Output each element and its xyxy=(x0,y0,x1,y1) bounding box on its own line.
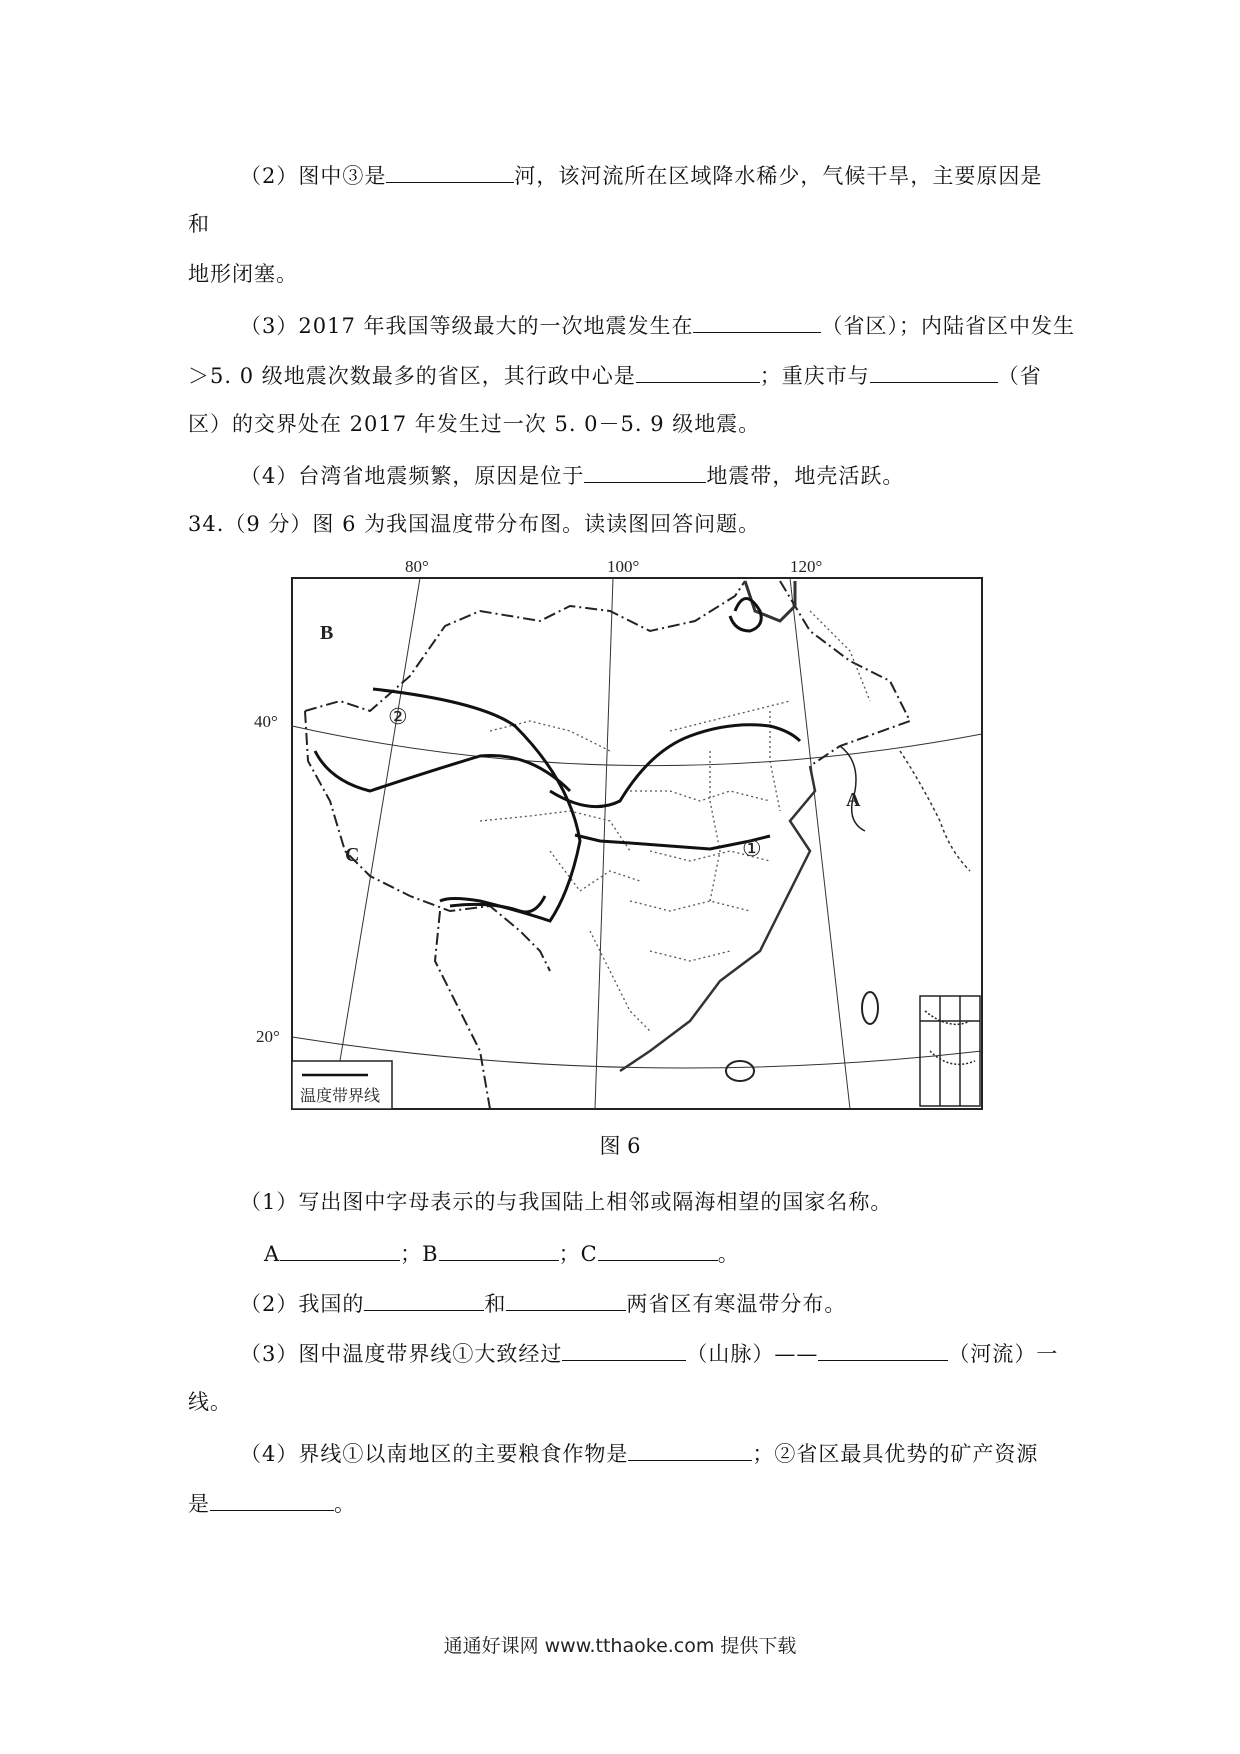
q33-p2-text-d: 地形闭塞。 xyxy=(188,262,298,286)
q34-p1-text: （1）写出图中字母表示的与我国陆上相邻或隔海相望的国家名称。 xyxy=(240,1190,893,1214)
answer-blank[interactable] xyxy=(693,310,821,333)
answer-blank[interactable] xyxy=(636,360,760,383)
answer-blank[interactable] xyxy=(818,1338,948,1361)
q34-p3-text-a: （3）图中温度带界线①大致经过 xyxy=(240,1342,563,1366)
q33-part3-line3 xyxy=(188,410,760,438)
letter-C: C xyxy=(345,844,360,866)
answer-blank[interactable] xyxy=(584,460,706,483)
answer-end: 。 xyxy=(717,1242,740,1266)
lon-label-120: 120° xyxy=(790,557,823,576)
q33-p3-text-b: （省区）；内陆省区中发生 xyxy=(821,314,1075,338)
q34-title-text: 34.（9 分）图 6 为我国温度带分布图。读读图回答问题。 xyxy=(188,512,761,536)
lat-label-20: 20° xyxy=(256,1027,280,1046)
answer-label-B: ；B xyxy=(400,1242,439,1266)
q34-p4-text-b: ；②省区最具优势的矿产资源 xyxy=(752,1442,1039,1466)
q34-p3-text-d: 线。 xyxy=(188,1390,232,1414)
page-footer xyxy=(0,1631,1240,1658)
q34-p3-text-b: （山脉）—— xyxy=(686,1342,819,1366)
letter-A: A xyxy=(846,789,861,811)
q33-p3-text-a: （3）2017 年我国等级最大的一次地震发生在 xyxy=(240,314,694,338)
map-legend xyxy=(292,1061,392,1109)
footer-text: 通通好课网 www.tthaoke.com 提供下载 xyxy=(443,1635,797,1657)
q33-p3-text-d: ；重庆市与 xyxy=(759,364,870,388)
letter-B: B xyxy=(320,622,334,644)
answer-blank[interactable] xyxy=(628,1438,752,1461)
answer-blank-C[interactable] xyxy=(598,1238,718,1261)
q33-part3-line1 xyxy=(240,310,1075,340)
q34-part4-line1 xyxy=(240,1438,1038,1468)
answer-blank[interactable] xyxy=(364,1288,484,1311)
answer-blank[interactable] xyxy=(870,360,998,383)
q34-part2 xyxy=(240,1288,846,1318)
q34-p4-text-a: （4）界线①以南地区的主要粮食作物是 xyxy=(240,1442,629,1466)
q33-p4-text-b: 地震带，地壳活跃。 xyxy=(706,464,905,488)
q33-p2-text-b: 河，该河流所在区域降水稀少，气候干旱，主要原因是 xyxy=(514,164,1043,188)
q33-p4-text-a: （4）台湾省地震频繁，原因是位于 xyxy=(240,464,585,488)
q33-p3-text-c: ＞5. 0 级地震次数最多的省区，其行政中心是 xyxy=(188,364,636,388)
answer-blank[interactable] xyxy=(562,1338,686,1361)
figure-caption-text: 图 6 xyxy=(599,1134,641,1158)
q34-p4-text-c: 是 xyxy=(188,1492,210,1516)
q34-p2-text-a: （2）我国的 xyxy=(240,1292,365,1316)
lat-label-40: 40° xyxy=(254,712,278,731)
figure-caption xyxy=(0,1130,1240,1160)
lon-label-100: 100° xyxy=(607,557,640,576)
q33-p2-text-a: （2）图中③是 xyxy=(240,164,387,188)
circled-1: ① xyxy=(742,836,762,861)
temperature-zone-map xyxy=(250,551,990,1111)
q34-part4-line2 xyxy=(188,1488,356,1518)
circled-2: ② xyxy=(388,704,408,729)
q33-p2-text-c: 和 xyxy=(188,212,210,236)
q33-p3-text-f: 区）的交界处在 2017 年发生过一次 5. 0－5. 9 级地震。 xyxy=(188,412,761,436)
q34-part1-line1 xyxy=(240,1188,892,1216)
q34-title xyxy=(188,510,760,538)
answer-blank[interactable] xyxy=(386,160,514,183)
answer-label-A: A xyxy=(264,1242,281,1266)
answer-label-C: ；C xyxy=(558,1242,598,1266)
lon-label-80: 80° xyxy=(405,557,429,576)
answer-blank-B[interactable] xyxy=(439,1238,559,1261)
q34-part3-line1 xyxy=(240,1338,1058,1368)
q33-part2-line3 xyxy=(188,260,298,288)
answer-blank[interactable] xyxy=(210,1488,334,1511)
q34-p2-text-b: 和 xyxy=(484,1292,507,1316)
legend-label: 温度带界线 xyxy=(300,1088,381,1105)
q34-part3-line2 xyxy=(188,1388,232,1416)
q33-part2-line1 xyxy=(240,160,1042,190)
q33-part4-line1 xyxy=(240,460,904,490)
answer-blank[interactable] xyxy=(506,1288,626,1311)
q33-part2-line2 xyxy=(188,210,210,238)
q34-part1-answers xyxy=(264,1238,740,1268)
answer-blank-A[interactable] xyxy=(280,1238,400,1261)
q34-p4-text-d: 。 xyxy=(334,1492,356,1516)
q34-p2-text-c: 两省区有寒温带分布。 xyxy=(626,1292,847,1316)
q33-p3-text-e: （省 xyxy=(997,364,1042,388)
q34-p3-text-c: （河流）一 xyxy=(948,1342,1059,1366)
q33-part3-line2 xyxy=(188,360,1042,390)
